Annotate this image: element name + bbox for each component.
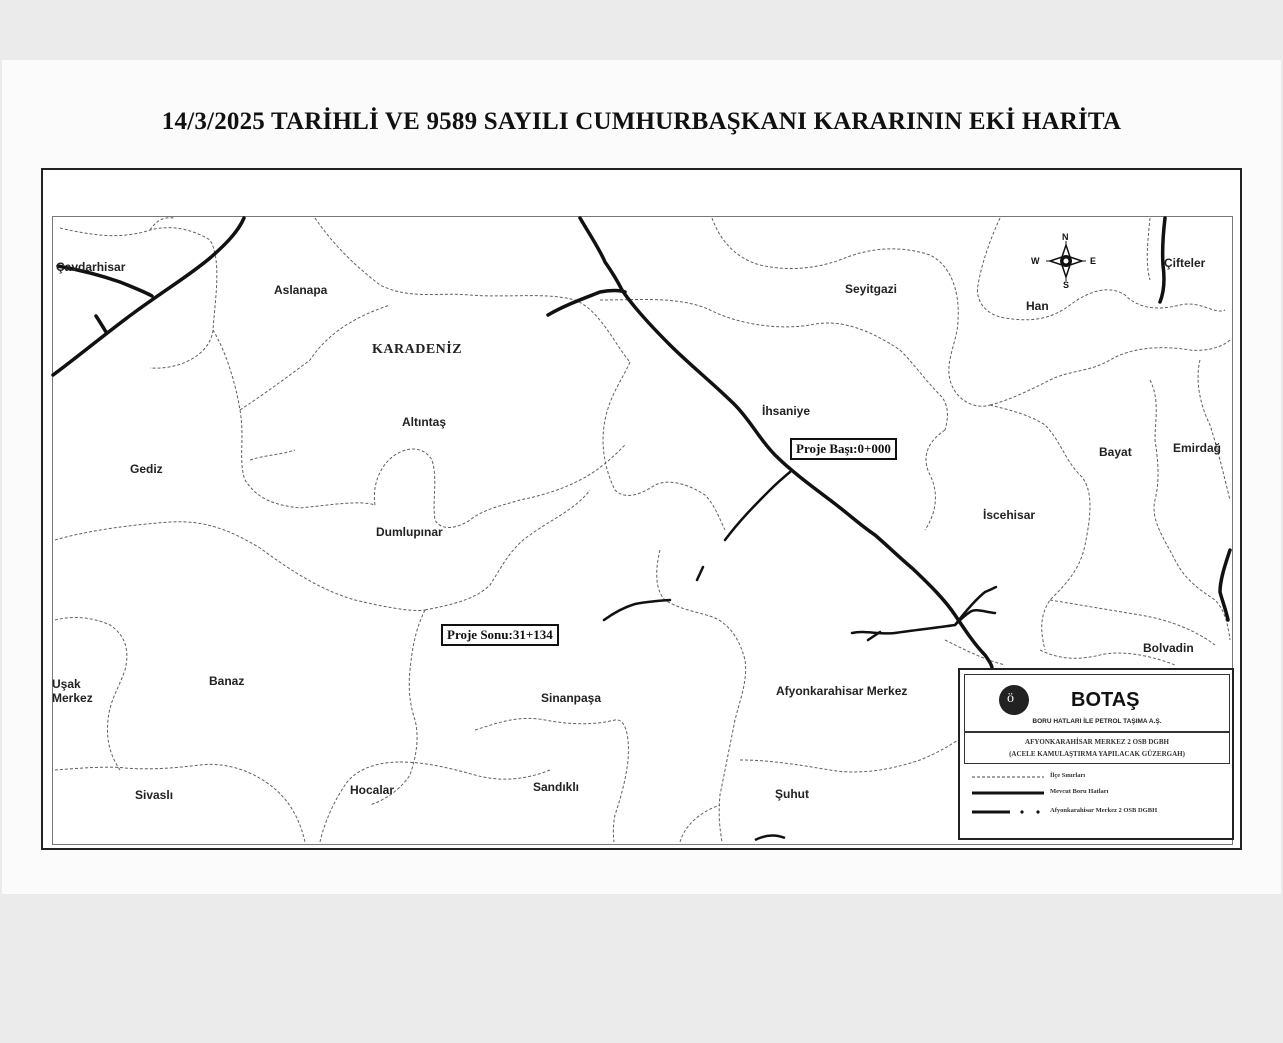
compass-east-label: E — [1090, 256, 1097, 266]
brand-name: BOTAŞ — [1071, 689, 1140, 711]
legend-logo-row — [964, 674, 1230, 732]
project-end-label: Proje Sonu:31+134 — [441, 624, 559, 646]
legend-item-existing-pipelines — [964, 785, 1228, 801]
legend-dashdot-line-icon — [970, 804, 1046, 820]
place-label-gediz: Gediz — [130, 462, 163, 476]
legend-item-label: İlçe Sınırları — [1050, 772, 1086, 779]
document-title: 14/3/2025 TARİHLİ VE 9589 SAYILI CUMHURBAŞKANI KARARININ EKİ HARİTA — [161, 108, 1122, 135]
compass-south-label: S — [1063, 280, 1070, 290]
legend-project-line-2: (ACELE KAMULAŞTIRMA YAPILACAK GÜZERGAH) — [1009, 750, 1185, 758]
place-label-cavdarhisar: Çavdarhisar — [56, 260, 126, 274]
legend-item-label: Afyonkarahisar Merkez 2 OSB DGBH — [1050, 807, 1158, 814]
place-label-banaz: Banaz — [209, 674, 245, 688]
compass-rose-icon — [1046, 241, 1086, 281]
place-label-iscehisar: İscehisar — [983, 508, 1036, 522]
bottom-scribble — [755, 836, 785, 840]
place-label-afyonkarahisar-merkez: Afyonkarahisar Merkez — [776, 684, 908, 698]
legend-box — [958, 668, 1234, 840]
legend-item-project-route — [964, 804, 1228, 820]
place-label-suhut: Şuhut — [775, 787, 809, 801]
existing-pipelines — [53, 218, 1230, 668]
compass-west-label: W — [1031, 256, 1040, 266]
legend-project-line-1: AFYONKARAHİSAR MERKEZ 2 OSB DGBH — [1025, 738, 1169, 746]
place-label-han: Han — [1026, 299, 1049, 313]
place-label-altintas: Altıntaş — [402, 415, 447, 429]
place-label-hocalar: Hocalar — [350, 783, 395, 797]
project-route — [604, 472, 996, 640]
place-label-bayat: Bayat — [1099, 445, 1132, 459]
legend-solid-line-icon — [970, 785, 1046, 801]
place-label-karadeniz: KARADENİZ — [372, 342, 463, 357]
legend-project-title — [964, 732, 1230, 764]
compass-north-label: N — [1062, 232, 1069, 242]
brand-subtitle: BORU HATLARI İLE PETROL TAŞIMA A.Ş. — [1032, 718, 1162, 725]
botas-logo-icon: ö — [999, 685, 1029, 715]
legend-item-district-boundaries — [964, 769, 1228, 785]
place-label-usak-merkez: Uşak Merkez — [52, 677, 93, 705]
place-label-bolvadin: Bolvadin — [1143, 641, 1194, 655]
place-label-sandikli: Sandıklı — [533, 780, 580, 794]
place-label-emirdag: Emirdağ — [1173, 441, 1222, 455]
place-label-ihsaniye: İhsaniye — [762, 404, 811, 418]
place-label-sinanpasa: Sinanpaşa — [541, 691, 602, 705]
place-label-cifteler: Çifteler — [1164, 256, 1206, 270]
place-label-seyitgazi: Seyitgazi — [845, 282, 898, 296]
project-start-label: Proje Başı:0+000 — [790, 438, 897, 460]
place-label-aslanapa: Aslanapa — [274, 283, 328, 297]
place-label-dumlupinar: Dumlupınar — [376, 525, 443, 539]
legend-item-label: Mevcut Boru Hatları — [1050, 788, 1109, 795]
place-label-sivasli: Sivaslı — [135, 788, 174, 802]
legend-dotted-line-icon — [970, 769, 1046, 785]
